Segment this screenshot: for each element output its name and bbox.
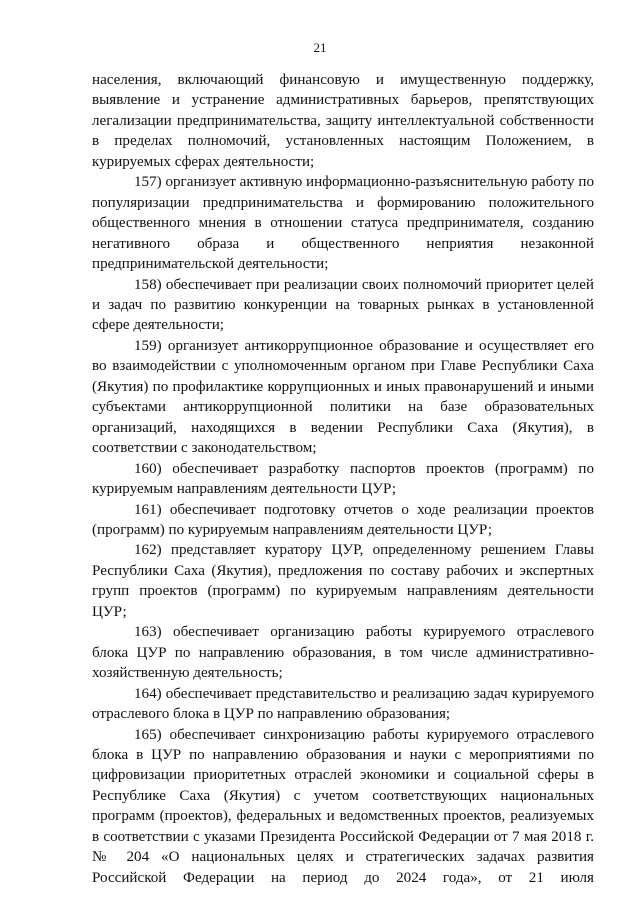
paragraph-157: 157) организует активную информационно-разъяснительную работу по популяризации предпринимательства и формированию положительного общественного мнения в отношении статуса предпринимателя, созданию негативного образа и общественного неприятия незаконной предпринимательской деятельности; — [92, 174, 594, 273]
document-body — [92, 70, 594, 888]
paragraph-158: 158) обеспечивает при реализации своих полномочий приоритет целей и задач по развитию конкуренции на товарных рынках в установленной сфере деятельности; — [92, 276, 594, 334]
paragraph-160: 160) обеспечивает разработку паспортов проектов (программ) по курируемым направлениям деятельности ЦУР; — [92, 460, 594, 498]
paragraph-159: 159) организует антикоррупционное образование и осуществляет его во взаимодействии с уполномоченным органом при Главе Республики Саха (Якутия) по профилактике коррупционных и иных правонарушений и иными субъектами антикоррупционной политики на базе образовательных организаций, находящихся в ведении Республики Саха (Якутия), в соответствии с законодательством; — [92, 337, 594, 457]
paragraph-163: 163) обеспечивает организацию работы курируемого отраслевого блока ЦУР по направлению образования, в том числе административно-хозяйственную деятельность; — [92, 624, 594, 682]
paragraph-162: 162) представляет куратору ЦУР, определенному решением Главы Республики Саха (Якутия), предложения по составу рабочих и экспертных групп проектов (программ) по курируемым направлениям деятельности ЦУР; — [92, 542, 594, 620]
paragraph-165: 165) обеспечивает синхронизацию работы курируемого отраслевого блока в ЦУР по направлению образования и науки с мероприятиями по цифровизации приоритетных отраслей экономики и социальной сферы в Республике Саха (Якутия) с учетом соответствующих национальных программ (проектов), федеральных и ведомственных проектов, реализуемых в соответствии с указами Президента Российской Федерации от 7 мая 2018 г. № 204 «О национальных целях и стратегических задачах развития Российской Федерации на период до 2024 года», от 21 июля — [92, 726, 594, 886]
paragraph-156-continuation: населения, включающий финансовую и имущественную поддержку, выявление и устранение административных барьеров, препятствующих легализации предпринимательства, защиту интеллектуальной собственности в пределах полномочий, установленных настоящим Положением, в курируемых сферах деятельности; — [92, 72, 594, 170]
page-number: 21 — [313, 40, 327, 55]
paragraph-164: 164) обеспечивает представительство и реализацию задач курируемого отраслевого блока в ЦУР по направлению образования; — [92, 685, 594, 723]
paragraph-161: 161) обеспечивает подготовку отчетов о ходе реализации проектов (программ) по курируемым направлениям деятельности ЦУР; — [92, 501, 594, 538]
